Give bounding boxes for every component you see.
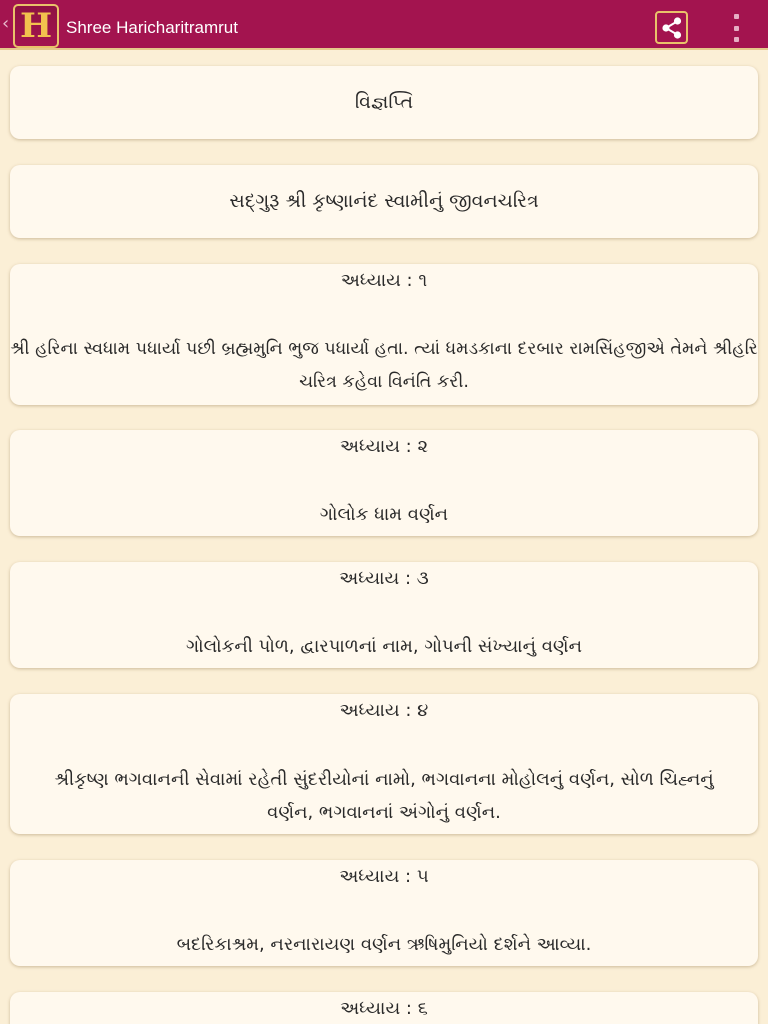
chapter-label: અધ્યાય : ૩ — [339, 568, 429, 589]
app-bar — [0, 0, 768, 50]
list-item-vignapti[interactable] — [10, 66, 758, 139]
list-item-chapter-6[interactable] — [10, 992, 758, 1024]
chapter-list[interactable] — [0, 50, 768, 1024]
app-title: Shree Haricharitramrut — [66, 18, 238, 37]
list-item-chapter-1[interactable] — [10, 264, 758, 405]
share-button[interactable] — [655, 11, 688, 44]
list-item-chapter-3[interactable] — [10, 562, 758, 668]
chapter-description: શ્રીકૃષ્ણ ભગવાનની સેવામાં રહેતી સુંદરીયોનાં નામો, ભગવાનના મોહોલનું વર્ણન, સોળ ચિહ્નનું વર્ણન, ભગવાનનાં અંગોનું વર્ણન. — [54, 769, 714, 823]
list-item-chapter-4[interactable] — [10, 694, 758, 834]
list-item-chapter-5[interactable] — [10, 860, 758, 966]
more-vert-icon-dot — [734, 14, 739, 19]
chapter-label: અધ્યાય : ૬ — [340, 998, 428, 1019]
app-logo[interactable] — [13, 4, 59, 48]
chapter-description: શ્રી હરિના સ્વધામ પધાર્યા પછી બ્રહ્મમુનિ ભુજ પધાર્યા હતા. ત્યાં ધમડકાના દરબાર રામસિંહજીએ તેમને શ્રીહરિ ચરિત્ર કહેવા વિનંતિ કરી. — [10, 339, 758, 392]
item-title: વિજ્ઞપ્તિ — [354, 91, 414, 113]
chapter-label: અધ્યાય : ૪ — [339, 700, 429, 721]
logo-letter: H — [19, 6, 53, 46]
chapter-label: અધ્યાય : ૫ — [339, 866, 429, 887]
item-title: સદ્‌ગુરૂ શ્રી કૃષ્ણાનંદ સ્વામીનું જીવનચરિત્ર — [229, 190, 539, 212]
chevron-left-icon[interactable]: ‹ — [2, 13, 10, 34]
more-options-button[interactable] — [724, 14, 748, 42]
chapter-label: અધ્યાય : ૧ — [340, 270, 428, 291]
list-item-chapter-2[interactable] — [10, 430, 758, 536]
chapter-description: બદરિકાશ્રમ, નરનારાયણ વર્ણન ઋષિમુનિયો દર્શને આવ્યા. — [176, 934, 592, 955]
chapter-description: ગોલોકની પોળ, દ્વારપાળનાં નામ, ગોપની સંખ્યાનું વર્ણન — [185, 636, 583, 657]
list-item-biography[interactable] — [10, 165, 758, 238]
more-vert-icon-dot — [734, 37, 739, 42]
chapter-label: અધ્યાય : ૨ — [339, 436, 429, 457]
share-icon — [660, 16, 684, 40]
more-vert-icon-dot — [734, 26, 739, 31]
chapter-description: ગોલોક ધામ વર્ણન — [319, 504, 449, 525]
